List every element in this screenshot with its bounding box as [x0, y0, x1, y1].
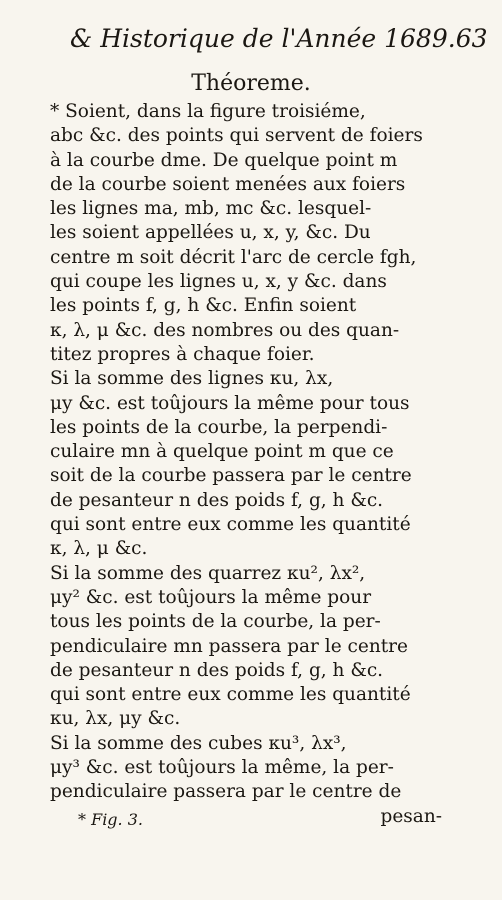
text-line: de pesanteur n des poids f, g, h &c.	[50, 659, 384, 681]
text-line: κu, λx, μy &c.	[50, 708, 181, 730]
text-line: culaire mn à quelque point m que ce	[50, 441, 394, 463]
text-line: soit de la courbe passera par le centre	[50, 465, 412, 487]
text-line: κ, λ, μ &c. des nombres ou des quan-	[50, 319, 400, 341]
text-line: Si la somme des quarrez κu², λx²,	[50, 562, 366, 584]
running-title: & Historique de l'Année 1689.	[70, 24, 456, 53]
text-line: * Soient, dans la figure troisiéme,	[50, 101, 366, 122]
text-line: titez propres à chaque foier.	[50, 343, 315, 365]
text-line: qui coupe les lignes u, x, y &c. dans	[50, 271, 387, 293]
text-line: de pesanteur n des poids f, g, h &c.	[50, 489, 384, 511]
running-header	[70, 24, 488, 54]
text-line: qui sont entre eux comme les quantité	[50, 514, 411, 536]
text-line: tous les points de la courbe, la per-	[50, 611, 381, 633]
text-line: centre m soit décrit l'arc de cercle fgh,	[50, 246, 417, 268]
text-line: qui sont entre eux comme les quantité	[50, 684, 411, 706]
text-line: μy &c. est toûjours la même pour tous	[50, 392, 410, 414]
catchword: pesan-	[380, 805, 442, 827]
text-line: abc &c. des points qui servent de foiers	[50, 125, 423, 147]
footnote: * Fig. 3.	[78, 810, 143, 829]
theorem-heading: Théoreme.	[191, 71, 311, 96]
text-line: pendiculaire passera par le centre de	[50, 781, 402, 803]
text-line: les points de la courbe, la perpendi-	[50, 416, 388, 438]
text-line: les points f, g, h &c. Enfin soient	[50, 295, 357, 317]
text-line: κ, λ, μ &c.	[50, 538, 148, 560]
text-line: μy² &c. est toûjours la même pour	[50, 586, 372, 608]
theorem-text	[50, 100, 442, 829]
text-line: les soient appellées u, x, y, &c. Du	[50, 222, 371, 244]
text-line: Si la somme des cubes κu³, λx³,	[50, 732, 347, 754]
text-line: de la courbe soient menées aux foiers	[50, 173, 406, 195]
page-number: 63	[455, 24, 488, 53]
text-line: Si la somme des lignes κu, λx,	[50, 368, 334, 390]
text-line: les lignes ma, mb, mc &c. lesquel-	[50, 198, 372, 220]
text-line: μy³ &c. est toûjours la même, la per-	[50, 757, 394, 779]
text-line: pendiculaire mn passera par le centre	[50, 635, 408, 657]
text-line: à la courbe dme. De quelque point m	[50, 149, 398, 171]
